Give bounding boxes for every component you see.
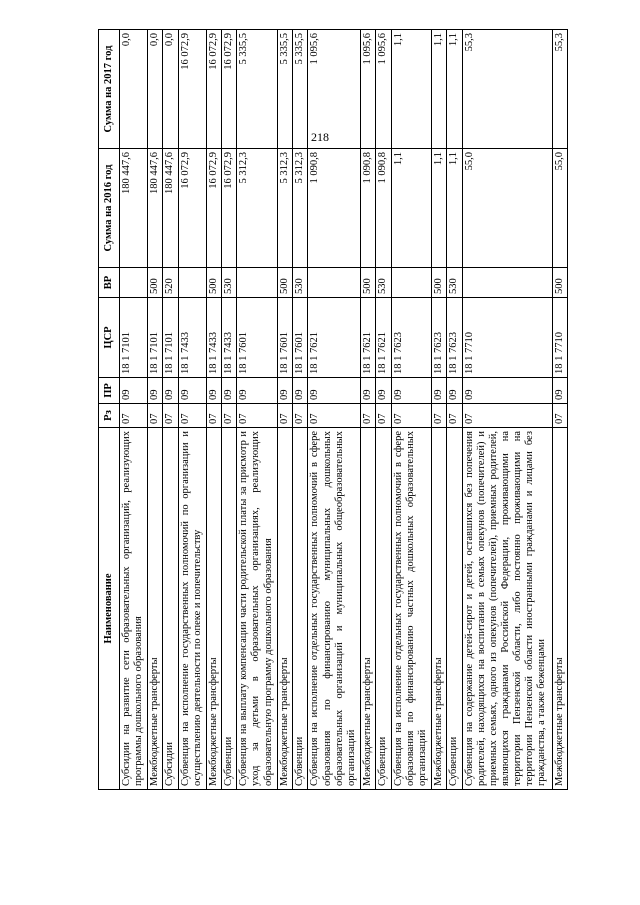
row-sum-2016: 1,1 xyxy=(447,149,462,268)
row-vr xyxy=(237,268,277,298)
row-vr: 500 xyxy=(360,268,375,298)
row-csr: 18 1 7433 xyxy=(206,298,221,378)
row-vr: 530 xyxy=(376,268,391,298)
table-row xyxy=(206,30,221,790)
row-csr: 18 1 7601 xyxy=(237,298,277,378)
row-name: Межбюджетные трансферты xyxy=(206,428,221,790)
row-csr: 18 1 7621 xyxy=(376,298,391,378)
row-vr xyxy=(462,268,552,298)
row-name: Межбюджетные трансферты xyxy=(147,428,162,790)
row-pr: 09 xyxy=(277,378,292,404)
row-sum-2017: 5 335,5 xyxy=(293,30,308,149)
row-sum-2017: 16 072,9 xyxy=(178,30,206,149)
row-rz: 07 xyxy=(221,404,236,428)
table-row xyxy=(462,30,552,790)
row-name: Межбюджетные трансферты xyxy=(552,428,568,790)
header-vr: ВР xyxy=(99,268,120,298)
row-vr: 530 xyxy=(221,268,236,298)
header-csr: ЦСР xyxy=(99,298,120,378)
header-pr: ПР xyxy=(99,378,120,404)
row-sum-2016: 55,0 xyxy=(462,149,552,268)
row-name: Субвенции xyxy=(293,428,308,790)
row-name: Субвенция на исполнение отдельных государственных полномочий в сфере образования по финансированию частных дошкольных образовательных организаций xyxy=(391,428,431,790)
row-rz: 07 xyxy=(206,404,221,428)
row-sum-2016: 1 090,8 xyxy=(308,149,361,268)
row-csr: 18 1 7623 xyxy=(432,298,447,378)
row-sum-2017: 1 095,6 xyxy=(376,30,391,149)
header-sum-2016: Сумма на 2016 год xyxy=(99,149,120,268)
row-sum-2017: 1,1 xyxy=(391,30,431,149)
row-name: Субвенция на исполнение государственных полномочий по организации и осуществлению деятельности по опеке и попечительству xyxy=(178,428,206,790)
row-rz: 07 xyxy=(293,404,308,428)
row-rz: 07 xyxy=(178,404,206,428)
row-pr: 09 xyxy=(391,378,431,404)
table-row xyxy=(163,30,178,790)
row-rz: 07 xyxy=(391,404,431,428)
row-vr: 500 xyxy=(147,268,162,298)
row-csr: 18 1 7710 xyxy=(552,298,568,378)
row-rz: 07 xyxy=(163,404,178,428)
budget-table xyxy=(98,29,568,790)
row-rz: 07 xyxy=(552,404,568,428)
table-header-row xyxy=(99,30,120,790)
header-rz: Рз xyxy=(99,404,120,428)
row-csr: 18 1 7621 xyxy=(308,298,361,378)
row-name: Межбюджетные трансферты xyxy=(360,428,375,790)
header-sum-2017: Сумма на 2017 год xyxy=(99,30,120,149)
row-sum-2017: 55,3 xyxy=(552,30,568,149)
row-sum-2016: 16 072,9 xyxy=(221,149,236,268)
row-sum-2017: 1 095,6 xyxy=(308,30,361,149)
row-sum-2016: 180 447,6 xyxy=(147,149,162,268)
row-pr: 09 xyxy=(178,378,206,404)
table-row xyxy=(376,30,391,790)
row-rz: 07 xyxy=(360,404,375,428)
row-vr: 500 xyxy=(206,268,221,298)
table-row xyxy=(120,30,148,790)
row-sum-2016: 5 312,3 xyxy=(293,149,308,268)
row-vr: 500 xyxy=(277,268,292,298)
row-sum-2017: 0,0 xyxy=(120,30,148,149)
table-row xyxy=(221,30,236,790)
row-pr: 09 xyxy=(360,378,375,404)
row-rz: 07 xyxy=(308,404,361,428)
row-sum-2017: 5 335,5 xyxy=(277,30,292,149)
row-name: Субвенции xyxy=(447,428,462,790)
row-rz: 07 xyxy=(432,404,447,428)
table-row xyxy=(308,30,361,790)
row-sum-2016: 16 072,9 xyxy=(178,149,206,268)
row-rz: 07 xyxy=(120,404,148,428)
row-pr: 09 xyxy=(447,378,462,404)
row-name: Субвенция на содержание детей-сирот и детей, оставшихся без попечения родителей, находящихся на воспитании в семьях опекунов (попечителей) и приемных семьях, одного из опекунов (попечителей), приемных родителей, являющихся гражданами Российской Федерации, проживающими на территории Пензенской области, либо постоянно проживающими на территории Пензенской области иностранными гражданами и лицами без гражданства, а также беженцами xyxy=(462,428,552,790)
row-csr: 18 1 7433 xyxy=(221,298,236,378)
row-sum-2016: 1,1 xyxy=(391,149,431,268)
row-rz: 07 xyxy=(376,404,391,428)
table-row xyxy=(552,30,568,790)
row-pr: 09 xyxy=(163,378,178,404)
row-pr: 09 xyxy=(432,378,447,404)
row-pr: 09 xyxy=(237,378,277,404)
row-vr: 520 xyxy=(163,268,178,298)
table-row xyxy=(237,30,277,790)
row-csr: 18 1 7101 xyxy=(147,298,162,378)
row-name: Субвенции xyxy=(221,428,236,790)
row-sum-2017: 16 072,9 xyxy=(206,30,221,149)
row-pr: 09 xyxy=(293,378,308,404)
header-name: Наименование xyxy=(99,428,120,790)
table-row xyxy=(432,30,447,790)
row-sum-2017: 0,0 xyxy=(163,30,178,149)
row-sum-2017: 1 095,6 xyxy=(360,30,375,149)
table-row xyxy=(277,30,292,790)
row-pr: 09 xyxy=(376,378,391,404)
row-csr: 18 1 7101 xyxy=(163,298,178,378)
row-rz: 07 xyxy=(277,404,292,428)
row-sum-2017: 55,3 xyxy=(462,30,552,149)
row-sum-2017: 16 072,9 xyxy=(221,30,236,149)
row-csr: 18 1 7601 xyxy=(277,298,292,378)
row-rz: 07 xyxy=(447,404,462,428)
row-sum-2017: 1,1 xyxy=(447,30,462,149)
row-sum-2017: 5 335,5 xyxy=(237,30,277,149)
row-csr: 18 1 7621 xyxy=(360,298,375,378)
row-csr: 18 1 7101 xyxy=(120,298,148,378)
table-row xyxy=(391,30,431,790)
row-sum-2016: 55,0 xyxy=(552,149,568,268)
row-csr: 18 1 7623 xyxy=(447,298,462,378)
row-csr: 18 1 7601 xyxy=(293,298,308,378)
row-sum-2016: 1 090,8 xyxy=(376,149,391,268)
row-vr: 530 xyxy=(447,268,462,298)
row-pr: 09 xyxy=(147,378,162,404)
table-row xyxy=(447,30,462,790)
row-csr: 18 1 7433 xyxy=(178,298,206,378)
row-vr: 500 xyxy=(552,268,568,298)
row-vr xyxy=(308,268,361,298)
row-name: Субсидии xyxy=(163,428,178,790)
row-vr xyxy=(391,268,431,298)
row-vr xyxy=(120,268,148,298)
table-row xyxy=(293,30,308,790)
row-rz: 07 xyxy=(237,404,277,428)
row-sum-2016: 180 447,6 xyxy=(163,149,178,268)
row-sum-2016: 16 072,9 xyxy=(206,149,221,268)
row-vr xyxy=(178,268,206,298)
row-sum-2017: 0,0 xyxy=(147,30,162,149)
row-pr: 09 xyxy=(552,378,568,404)
row-name: Субвенции xyxy=(376,428,391,790)
rotated-table-frame xyxy=(98,30,568,790)
table-body xyxy=(120,30,568,790)
row-rz: 07 xyxy=(147,404,162,428)
row-pr: 09 xyxy=(206,378,221,404)
table-row xyxy=(360,30,375,790)
row-vr: 530 xyxy=(293,268,308,298)
row-pr: 09 xyxy=(221,378,236,404)
row-csr: 18 1 7623 xyxy=(391,298,431,378)
row-name: Межбюджетные трансферты xyxy=(277,428,292,790)
row-name: Межбюджетные трансферты xyxy=(432,428,447,790)
row-sum-2016: 180 447,6 xyxy=(120,149,148,268)
row-name: Субвенция на выплату компенсации части родительской платы за присмотр и уход за детьми в образовательных организациях, реализующих образовательную программу дошкольного образования xyxy=(237,428,277,790)
row-sum-2016: 1 090,8 xyxy=(360,149,375,268)
row-sum-2016: 5 312,3 xyxy=(277,149,292,268)
table-row xyxy=(147,30,162,790)
table-row xyxy=(178,30,206,790)
row-rz: 07 xyxy=(462,404,552,428)
row-sum-2016: 1,1 xyxy=(432,149,447,268)
row-csr: 18 1 7710 xyxy=(462,298,552,378)
row-pr: 09 xyxy=(462,378,552,404)
row-sum-2016: 5 312,3 xyxy=(237,149,277,268)
row-name: Субвенция на исполнение отдельных государственных полномочий в сфере образования по финансированию муниципальных дошкольных образовательных организаций и муниципальных общеобразовательных организаций xyxy=(308,428,361,790)
page-number: 218 xyxy=(311,130,329,144)
row-name: Субсидии на развитие сети образовательных организаций, реализующих программы дошкольного образования xyxy=(120,428,148,790)
row-pr: 09 xyxy=(120,378,148,404)
row-vr: 500 xyxy=(432,268,447,298)
row-sum-2017: 1,1 xyxy=(432,30,447,149)
row-pr: 09 xyxy=(308,378,361,404)
